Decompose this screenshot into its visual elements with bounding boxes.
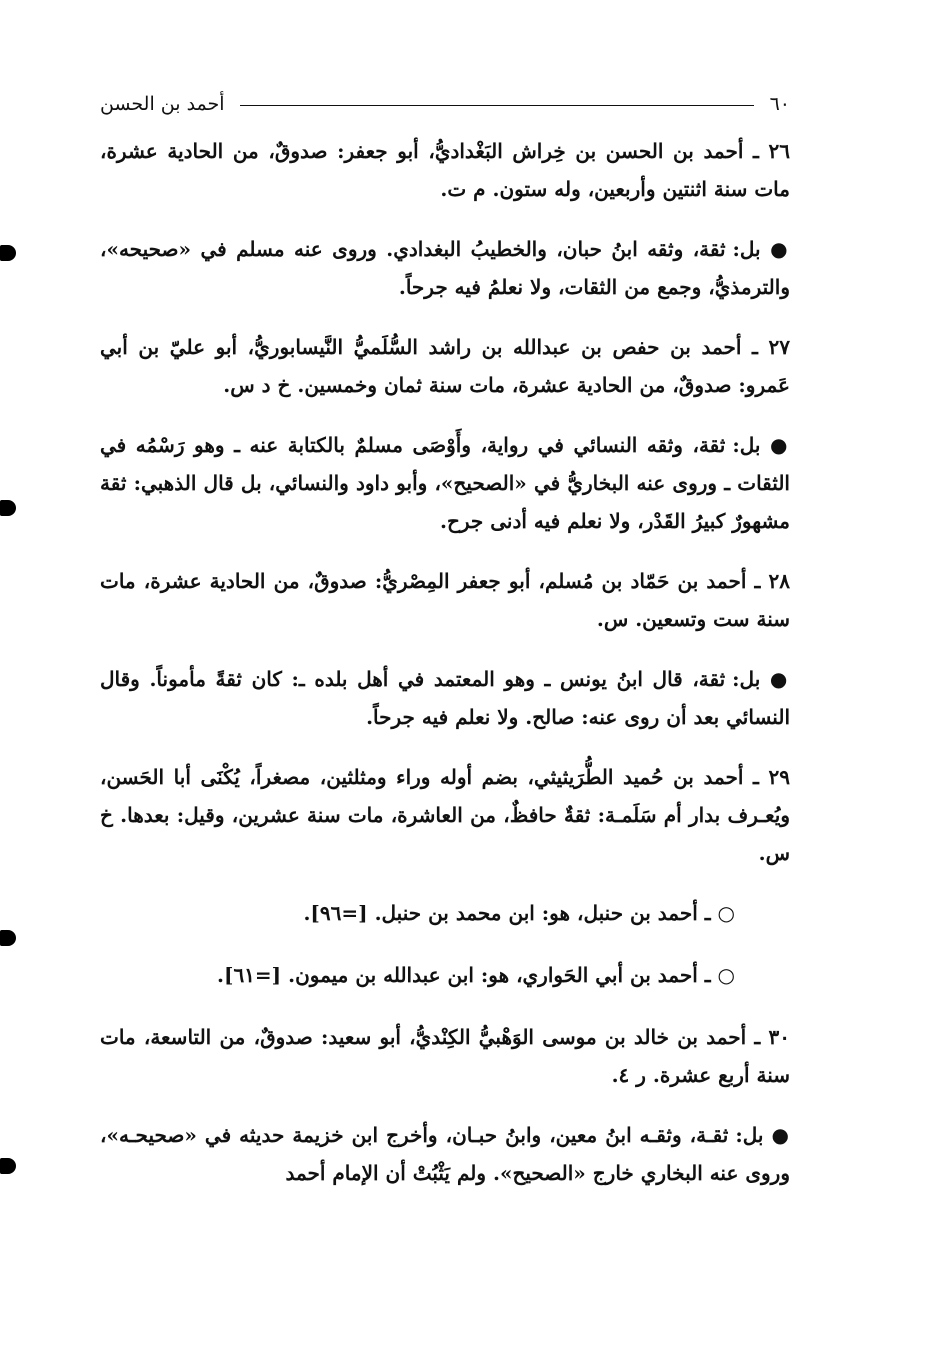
comment-30 [100, 1116, 790, 1192]
scan-binding-mark [0, 245, 16, 261]
comment-26 [100, 230, 790, 306]
bullet-icon: ● [770, 237, 791, 261]
page-number: ٦٠ [769, 93, 790, 115]
page-content [100, 132, 790, 1214]
comment-27-text: بل: ثقة، وثقه النسائي في رواية، وأَوْصَى مسلمٌ بالكتابة عنه ـ وهو رَسْمُه في الثقات ـ وروى عنه البخاريُّ في «الصحيح»، وأبو داود والنسائي، بل قال الذهبي: ثقة مشهورٌ كبيرُ القَدْر، ولا نعلم فيه أدنى جرح. [100, 433, 790, 533]
bullet-icon: ● [769, 667, 791, 691]
page-header [100, 92, 790, 122]
entry-30 [100, 1018, 790, 1094]
entry-26 [100, 132, 790, 208]
bullet-icon: ● [771, 1123, 791, 1147]
cross-ref-hanbal [100, 894, 790, 932]
entry-27 [100, 328, 790, 404]
entry-26-text: ٢٦ ـ أحمد بن الحسن بن خِراش البَغْداديُّ، أبو جعفر: صدوقٌ، من الحادية عشرة، مات سنة اثنتين وأربعين، وله ستون. م ت. [100, 139, 790, 201]
comment-26-text: بل: ثقة، وثقه ابنُ حبان، والخطيبُ البغدادي. وروى عنه مسلم في «صحيحه»، والترمذيُّ، وجمع من الثقات، ولا نعلمُ فيه جرحاً. [100, 237, 790, 299]
comment-27 [100, 426, 790, 540]
comment-28 [100, 660, 790, 736]
bullet-icon: ● [769, 433, 790, 457]
entry-29 [100, 758, 790, 872]
scan-binding-mark [0, 1158, 16, 1174]
circle-icon: ○ [717, 901, 735, 925]
circle-icon: ○ [717, 963, 735, 987]
entry-27-text: ٢٧ ـ أحمد بن حفص بن عبدالله بن راشد السُّلَميُّ النَّيسابوريُّ، أبو عليّ بن أبي عَمرو: صدوقٌ، من الحادية عشرة، مات سنة ثمان وخمسين. خ د س. [100, 335, 790, 397]
cross-ref-hawari-text: ـ أحمد بن أبي الحَواري، هو: ابن عبدالله بن ميمون. [=٦١]. [217, 963, 711, 987]
comment-30-text: بل: ثقـة، وثقـه ابنُ معين، وابنُ حبـان، وأخرج ابن خزيمة حديثه في «صحيحـه»، وروى عنه البخاري خارج «الصحيح». ولم يَثْبُتْ أن الإمام أحمد [100, 1123, 790, 1185]
comment-28-text: بل: ثقة، قال ابنُ يونس ـ وهو المعتمد في أهل بلده ـ: كان ثقةً مأموناً. وقال النسائي بعد أن روى عنه: صالح. ولا نعلم فيه جرحاً. [100, 667, 790, 729]
cross-ref-hawari [100, 956, 790, 994]
entry-28 [100, 562, 790, 638]
header-rule [240, 105, 754, 106]
scan-binding-mark [0, 500, 16, 516]
running-title: أحمد بن الحسن [100, 93, 225, 115]
cross-ref-hanbal-text: ـ أحمد بن حنبل، هو: ابن محمد بن حنبل. [=٩٦]. [303, 901, 711, 925]
entry-28-text: ٢٨ ـ أحمد بن حَمّاد بن مُسلم، أبو جعفر المِصْريُّ: صدوقٌ، من الحادية عشرة، مات سنة ست وتسعين. س. [100, 569, 790, 631]
entry-30-text: ٣٠ ـ أحمد بن خالد بن موسى الوَهْبيُّ الكِنْديُّ، أبو سعيد: صدوقٌ، من التاسعة، مات سنة أربع عشرة. ر ٤. [100, 1025, 790, 1087]
entry-29-text: ٢٩ ـ أحمد بن حُميد الطُّرَيثيثي، بضم أوله وراء ومثلثين، مصغراً، يُكْنَى أبا الحَسن، ويُعـرف بدار أم سَلَمـة: ثقةٌ حافظٌ، من العاشرة، مات سنة عشرين، وقيل: بعدها. خ س. [100, 765, 790, 865]
scan-binding-mark [0, 930, 16, 946]
